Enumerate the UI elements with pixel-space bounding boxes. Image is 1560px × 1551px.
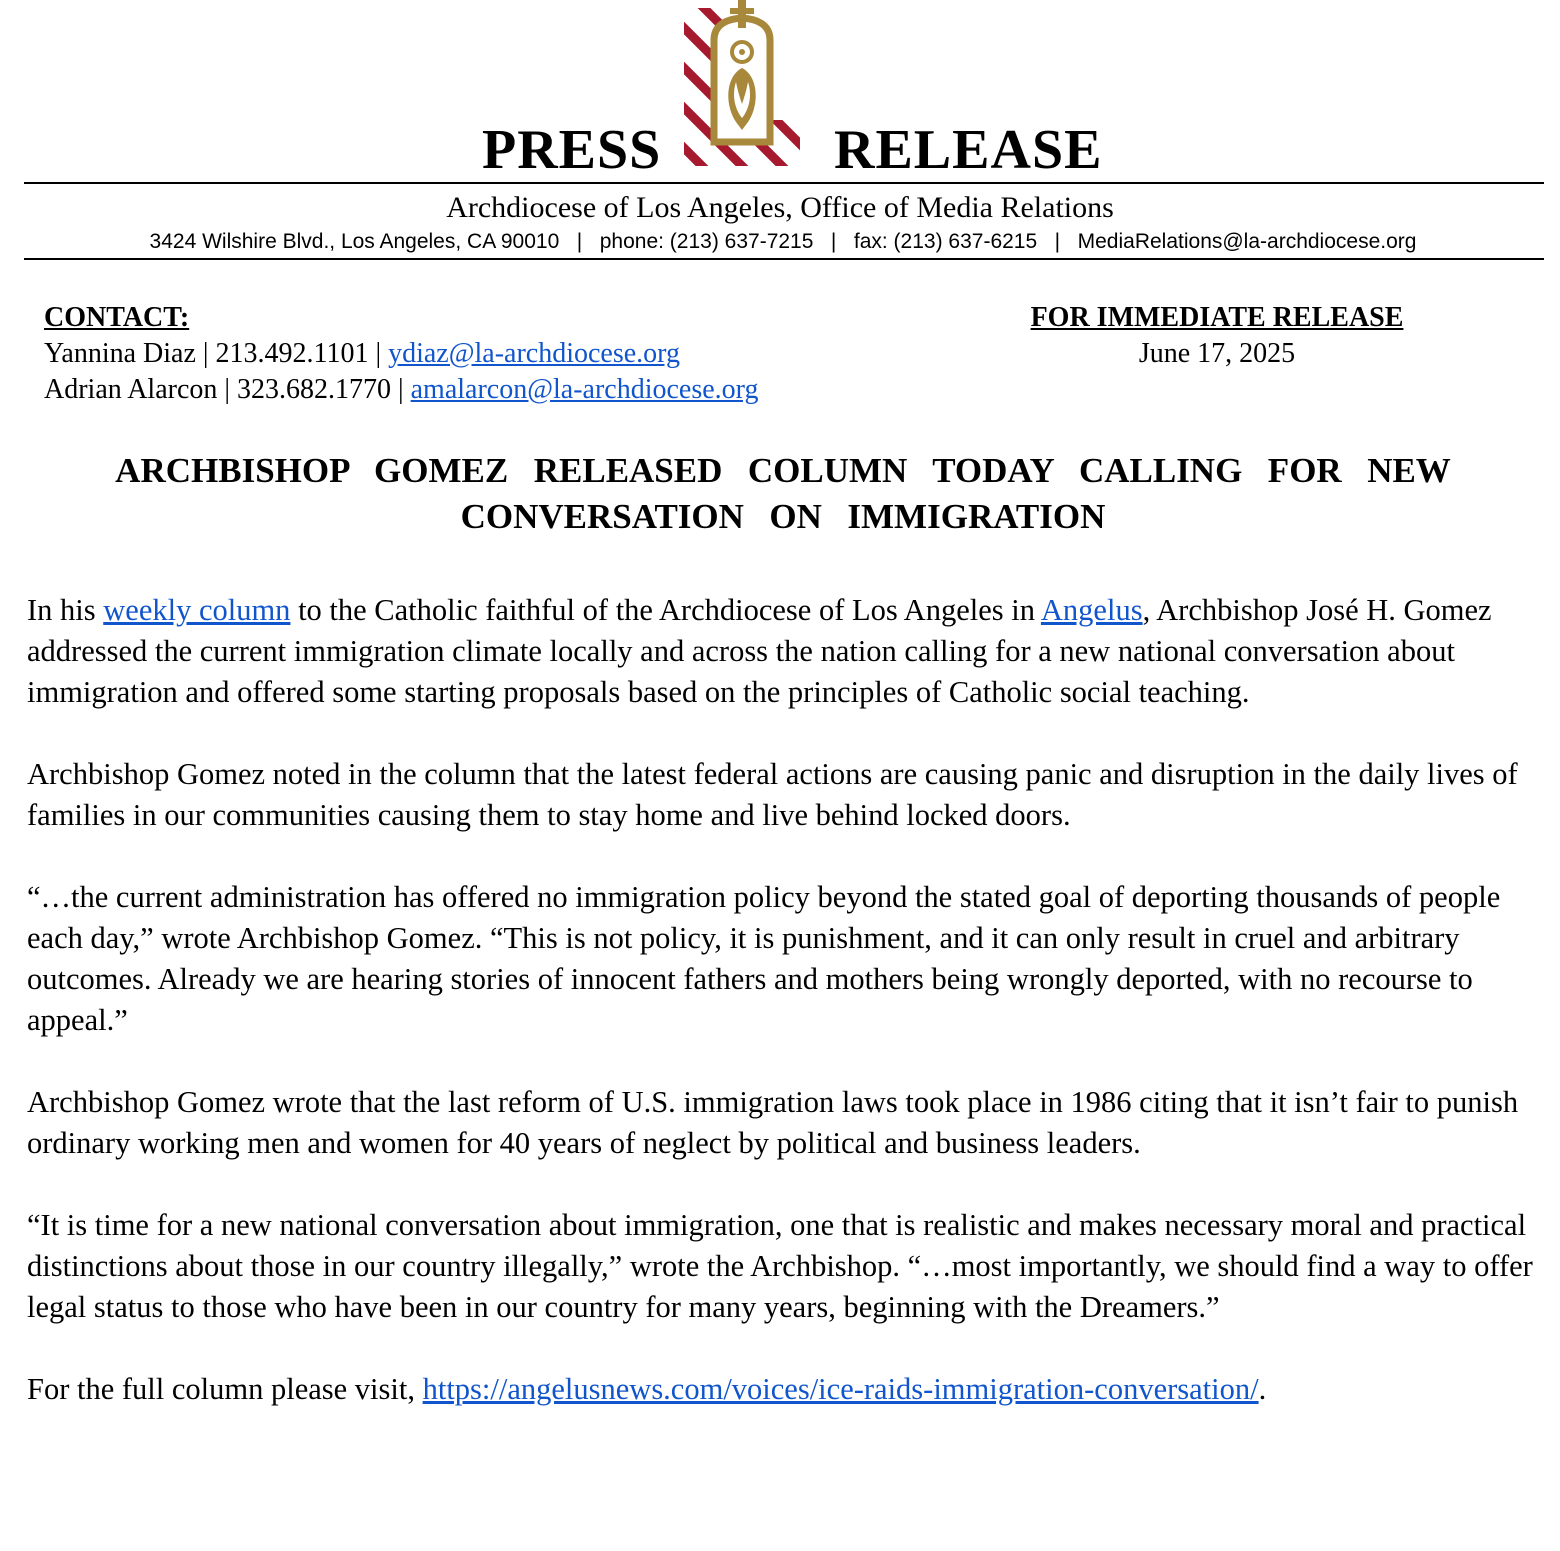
contact-line <box>44 372 758 408</box>
divider-top <box>24 182 1544 184</box>
weekly-column-link[interactable]: weekly column <box>103 593 291 627</box>
paragraph: Archbishop Gomez wrote that the last reform of U.S. immigration laws took place in 1986 citing that it isn’t fair to punish ordinary working men and women for 40 years of neglect by political and business leaders. <box>27 1085 1519 1160</box>
text-span: . <box>1258 1372 1267 1406</box>
contact-details: Adrian Alarcon | 323.682.1770 | <box>44 374 411 405</box>
paragraph: “…the current administration has offered no immigration policy beyond the stated goal of deporting thousands of people each day,” wrote Archbishop Gomez. “This is not policy, it is punishment, and it can only result in cruel and arbitrary outcomes. Already we are hearing stories of innocent fathers and mothers being wrongly deported, with no recourse to appeal.” <box>27 880 1501 1037</box>
office-name: Archdiocese of Los Angeles, Office of Media Relations <box>446 191 1114 224</box>
masthead <box>0 0 1560 180</box>
release-date: June 17, 2025 <box>1138 338 1296 369</box>
paragraph <box>27 590 1543 713</box>
headline <box>30 448 1536 540</box>
angelus-link[interactable]: Angelus <box>1040 593 1143 627</box>
contact-email-link[interactable]: ydiaz@la-archdiocese.org <box>388 338 681 369</box>
divider-bottom <box>24 258 1544 260</box>
press-title: PRESS <box>482 119 662 181</box>
release-heading: FOR IMMEDIATE RELEASE <box>1030 302 1404 333</box>
headline-line: ARCHBISHOP GOMEZ RELEASED COLUMN TODAY CALLING FOR NEW <box>115 451 1451 490</box>
contact-line <box>44 336 758 372</box>
release-title: RELEASE <box>834 119 1103 181</box>
contact-details: Yannina Diaz | 213.492.1101 | <box>44 338 389 369</box>
text-span: In his <box>27 593 104 627</box>
text-span: For the full column please visit, <box>27 1372 423 1406</box>
text-span: , Archbishop José H. Gomez addressed the current immigration climate locally and across the nation calling for a new national conversation about immigration and offered some starting proposals based on the principles of Catholic social teaching. <box>27 593 1492 709</box>
office-address: 3424 Wilshire Blvd., Los Angeles, CA 90010 | phone: (213) 637-7215 | fax: (213) 637-6215 | MediaRelations@la-archdiocese.org <box>149 230 1417 253</box>
paragraph <box>27 1369 1543 1410</box>
release-info <box>1008 300 1426 372</box>
contact-email-link[interactable]: amalarcon@la-archdiocese.org <box>410 374 759 405</box>
headline-line: CONVERSATION ON IMMIGRATION <box>460 497 1106 536</box>
contact-heading: CONTACT: <box>44 302 190 333</box>
paragraph: “It is time for a new national conversation about immigration, one that is realistic and makes necessary moral and practical distinctions about those in our country illegally,” wrote the Archbishop. “…most importantly, we should find a way to offer legal status to those who have been in our country for many years, beginning with the Dreamers.” <box>27 1208 1533 1324</box>
text-span: to the Catholic faithful of the Archdiocese of Los Angeles in <box>290 593 1041 627</box>
article-body <box>27 590 1543 1451</box>
archdiocese-crest-icon <box>676 0 808 168</box>
contact-block <box>44 300 758 408</box>
full-column-link[interactable]: https://angelusnews.com/voices/ice-raids-immigration-conversation/ <box>422 1372 1259 1406</box>
paragraph: Archbishop Gomez noted in the column that the latest federal actions are causing panic and disruption in the daily lives of families in our communities causing them to stay home and live behind locked doors. <box>27 757 1518 832</box>
